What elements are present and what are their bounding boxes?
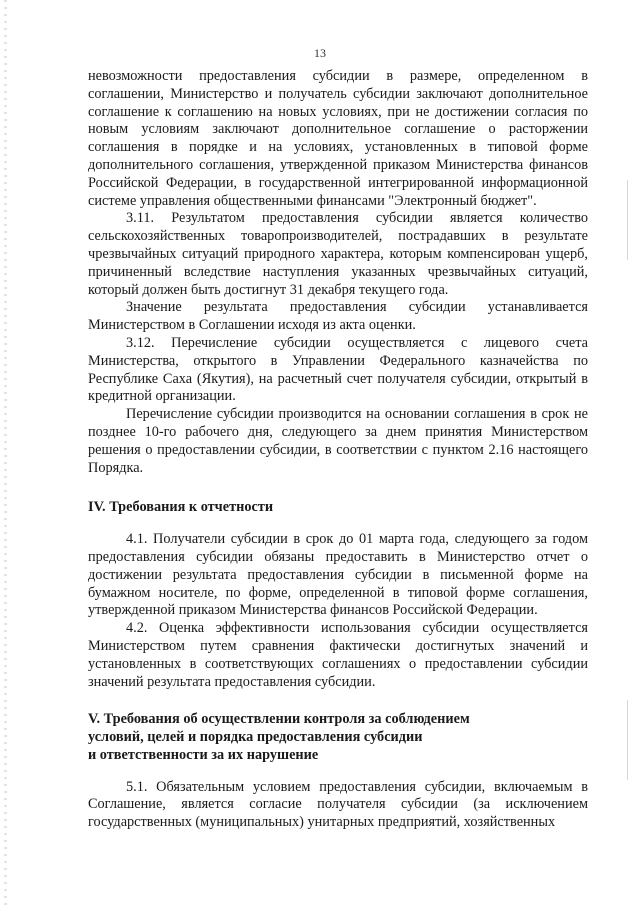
scan-edge-mark-right bbox=[627, 0, 628, 905]
document-body bbox=[88, 68, 588, 832]
paragraph-3-11: 3.11. Результатом предоставления субсидии является количество сельскохозяйственных товаропроизводителей, пострадавших в результате чрезвычайных ситуаций природного характера, которым компенсирован ущерб, причиненный вследствие наступления указанных чрезвычайных ситуаций, который должен быть достигнут 31 декабря текущего года. bbox=[88, 210, 588, 298]
section-5-heading-line1: V. Требования об осуществлении контроля за соблюдением bbox=[88, 711, 470, 728]
paragraph-3-11-value: Значение результата предоставления субсидии устанавливается Министерством в Соглашении исходя из акта оценки. bbox=[88, 299, 588, 334]
section-5-heading-line2: условий, целей и порядка предоставления субсидии bbox=[88, 729, 423, 746]
paragraph-5-1: 5.1. Обязательным условием предоставления субсидии, включаемым в Соглашение, является согласие получателя субсидии (за исключением государственных (муниципальных) унитарных предприятий, хозяйственных bbox=[88, 778, 588, 831]
paragraph-4-2: 4.2. Оценка эффективности использования субсидии осуществляется Министерством путем сравнения фактически достигнутых значений и установленных в соответствующих соглашениях о предоставлении субсидии значений результата предоставления субсидии. bbox=[88, 620, 588, 690]
section-5-heading-line3: и ответственности за их нарушение bbox=[88, 746, 319, 763]
section-4-heading: IV. Требования к отчетности bbox=[88, 499, 274, 516]
paragraph-3-12: 3.12. Перечисление субсидии осуществляется с лицевого счета Министерства, открытого в Управлении Федерального казначейства по Республике Саха (Якутия), на расчетный счет получателя субсидии, открытый в кредитной организации. bbox=[88, 334, 588, 405]
continuation-paragraph: невозможности предоставления субсидии в размере, определенном в соглашении, Министерство и получатель субсидии заключают дополнительное соглашение к соглашению на новых условиях, при не достижении согласия по новым условиям заключают дополнительное соглашение о расторжении соглашения в порядке и на условиях, установленных в типовой форме дополнительного соглашения, утвержденной приказом Министерства финансов Российской Федерации, в государственной интегрированной информационной системе управления общественными финансами "Электронный бюджет". bbox=[88, 68, 588, 209]
paragraph-3-12-transfer: Перечисление субсидии производится на основании соглашения в срок не позднее 10-го рабочего дня, следующего за днем принятия Министерством решения о предоставлении субсидии, в соответствии с пунктом 2.16 настоящего Порядка. bbox=[88, 406, 588, 476]
scan-edge-mark-left bbox=[4, 0, 7, 905]
paragraph-4-1: 4.1. Получатели субсидии в срок до 01 марта года, следующего за годом предоставления субсидии обязаны предоставить в Министерство отчет о достижении результата предоставления субсидии в письменной форме на бумажном носителе, по форме, определенной в типовой форме соглашения, утвержденной приказом Министерства финансов Российской Федерации. bbox=[88, 531, 588, 619]
page-number: 13 bbox=[314, 46, 326, 60]
